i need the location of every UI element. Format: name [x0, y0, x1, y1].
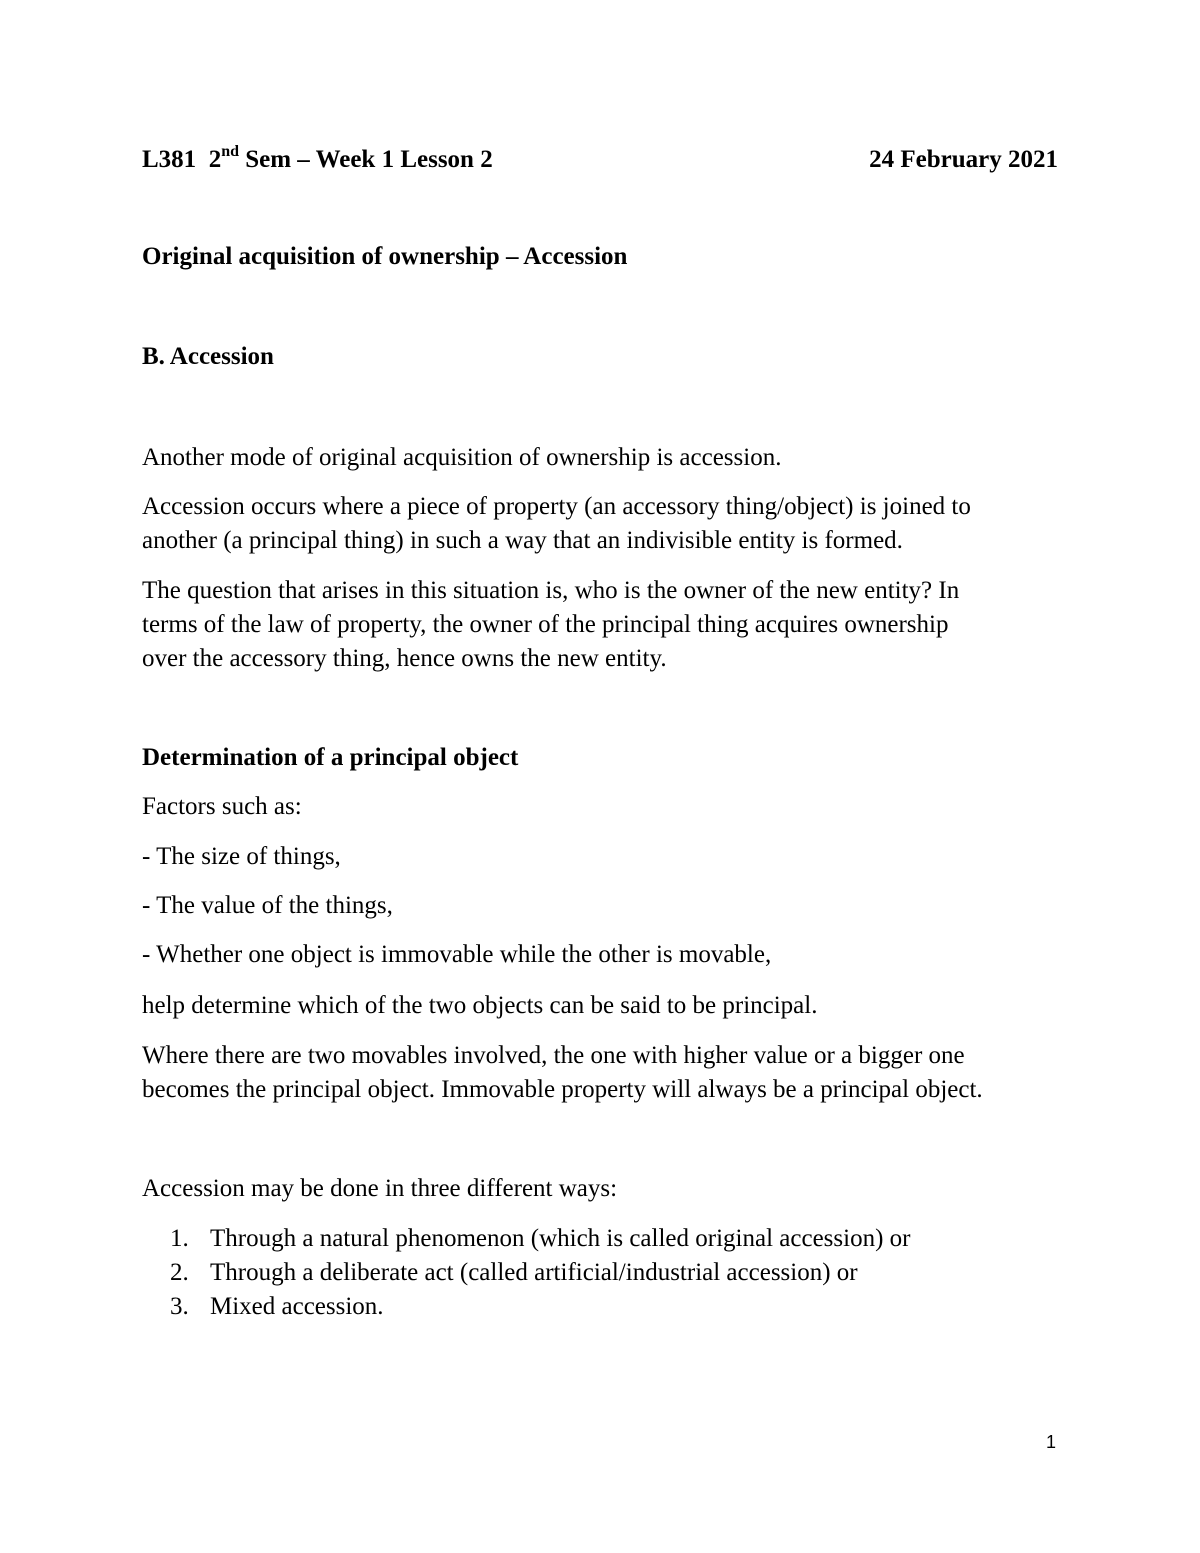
lesson-label — [142, 142, 493, 178]
determination-paragraph-line-1: Where there are two movables involved, the one with higher value or a bigger one — [142, 1042, 965, 1069]
list-item — [170, 1222, 910, 1256]
section-heading: B. Accession — [142, 343, 274, 370]
list-item — [170, 1290, 384, 1324]
paragraph-1: Another mode of original acquisition of ownership is accession. — [142, 444, 782, 471]
paragraph-2-line-1: Accession occurs where a piece of property (an accessory thing/object) is joined to — [142, 493, 971, 520]
semester-rest: Sem – Week 1 Lesson 2 — [238, 146, 493, 173]
factors-intro: Factors such as: — [142, 793, 302, 820]
determination-paragraph-line-2: becomes the principal object. Immovable property will always be a principal object. — [142, 1076, 983, 1103]
factor-item: - Whether one object is immovable while the other is movable, — [142, 941, 772, 968]
list-text: Mixed accession. — [210, 1293, 384, 1320]
paragraph-3-line-2: terms of the law of property, the owner of the principal thing acquires ownership — [142, 611, 949, 638]
list-item — [170, 1256, 858, 1290]
list-text: Through a deliberate act (called artificial/industrial accession) or — [210, 1259, 858, 1286]
list-number: 1. — [170, 1225, 189, 1252]
factor-item: - The size of things, — [142, 843, 341, 870]
list-text: Through a natural phenomenon (which is called original accession) or — [210, 1225, 911, 1252]
paragraph-3-line-1: The question that arises in this situation is, who is the owner of the new entity? In — [142, 577, 960, 604]
list-number: 2. — [170, 1259, 189, 1286]
page-number: 1 — [1046, 1432, 1057, 1452]
ways-intro: Accession may be done in three different ways: — [142, 1175, 618, 1202]
list-number: 3. — [170, 1293, 189, 1320]
document-header — [142, 142, 1058, 178]
factor-item: - The value of the things, — [142, 892, 393, 919]
paragraph-3-line-3: over the accessory thing, hence owns the new entity. — [142, 645, 667, 672]
semester-suffix: nd — [221, 142, 239, 160]
determination-heading: Determination of a principal object — [142, 744, 519, 771]
course-code: L381 — [142, 146, 197, 173]
semester-number: 2 — [208, 146, 222, 173]
document-title: Original acquisition of ownership – Accession — [142, 243, 628, 270]
paragraph-2-line-2: another (a principal thing) in such a way that an indivisible entity is formed. — [142, 527, 903, 554]
lesson-date: 24 February 2021 — [869, 146, 1058, 173]
factors-conclusion: help determine which of the two objects can be said to be principal. — [142, 992, 818, 1019]
